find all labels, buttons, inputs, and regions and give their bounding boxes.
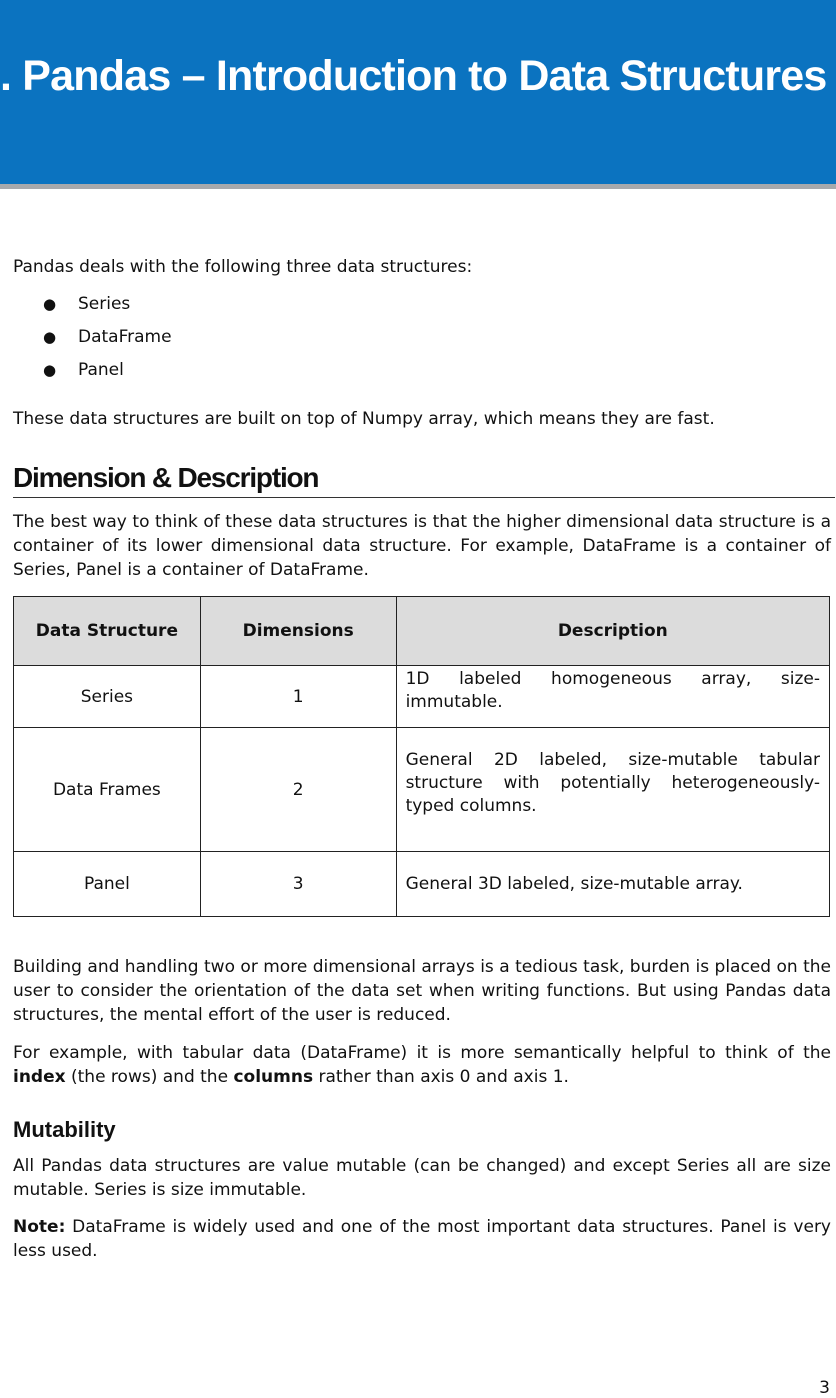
example-paragraph — [13, 1041, 831, 1089]
dimensions-cell: 2 — [200, 728, 396, 852]
example-text: rather than axis 0 and axis 1. — [313, 1067, 569, 1087]
description-cell: General 3D labeled, size-mutable array. — [396, 852, 829, 917]
note-text: DataFrame is widely used and one of the most important data structures. Panel is very less used. — [13, 1217, 831, 1261]
structures-list — [0, 292, 400, 391]
list-item-label: DataFrame — [78, 327, 172, 347]
page-number: 3 — [819, 1378, 830, 1398]
list-item-label: Panel — [78, 360, 124, 380]
list-item — [0, 292, 400, 325]
example-text: (the rows) and the — [65, 1067, 234, 1087]
list-item — [0, 325, 400, 358]
heading-rule — [13, 497, 835, 498]
structure-cell: Panel — [14, 852, 201, 917]
structure-cell: Series — [14, 666, 201, 728]
list-item — [0, 358, 400, 391]
example-bold-columns: columns — [233, 1067, 314, 1087]
note-label: Note: — [13, 1217, 66, 1237]
column-header: Dimensions — [200, 597, 396, 666]
example-bold-index: index — [13, 1067, 66, 1087]
data-structures-table — [13, 596, 830, 917]
chapter-title: . Pandas – Introduction to Data Structures — [0, 52, 827, 100]
bullet-icon: ● — [43, 295, 57, 313]
table-row — [14, 852, 830, 917]
chapter-header-banner — [0, 0, 836, 184]
dimensions-cell: 3 — [200, 852, 396, 917]
building-paragraph: Building and handling two or more dimensional arrays is a tedious task, burden is placed on the user to consider the orientation of the data set when writing functions. But using Pandas data structures, the mental effort of the user is reduced. — [13, 957, 831, 1025]
table-row — [14, 666, 830, 728]
description-cell: General 2D labeled, size-mutable tabular structure with potentially heterogeneously-typed columns. — [396, 728, 829, 852]
dimension-paragraph: The best way to think of these data structures is that the higher dimensional data structure is a container of its lower dimensional data structure. For example, DataFrame is a container of Series, Panel is a container of DataFrame. — [13, 512, 831, 580]
column-header: Description — [396, 597, 829, 666]
intro-text: Pandas deals with the following three data structures: — [13, 257, 473, 277]
mutability-paragraph: All Pandas data structures are value mutable (can be changed) and except Series all are size mutable. Series is size immutable. — [13, 1156, 831, 1200]
note-paragraph — [13, 1215, 831, 1263]
section-heading-mutability: Mutability — [13, 1117, 116, 1142]
structure-cell: Data Frames — [14, 728, 201, 852]
description-cell: 1D labeled homogeneous array, size-immutable. — [396, 666, 829, 728]
list-item-label: Series — [78, 294, 131, 314]
table-header-row — [14, 597, 830, 666]
bullet-icon: ● — [43, 328, 57, 346]
column-header: Data Structure — [14, 597, 201, 666]
built-on-text: These data structures are built on top of Numpy array, which means they are fast. — [13, 409, 715, 429]
header-underline — [0, 184, 836, 189]
dimensions-cell: 1 — [200, 666, 396, 728]
section-heading-dimension: Dimension & Description — [13, 462, 319, 493]
example-text: For example, with tabular data (DataFrame) it is more semantically helpful to think of the — [13, 1043, 831, 1063]
bullet-icon: ● — [43, 361, 57, 379]
table-row — [14, 728, 830, 852]
